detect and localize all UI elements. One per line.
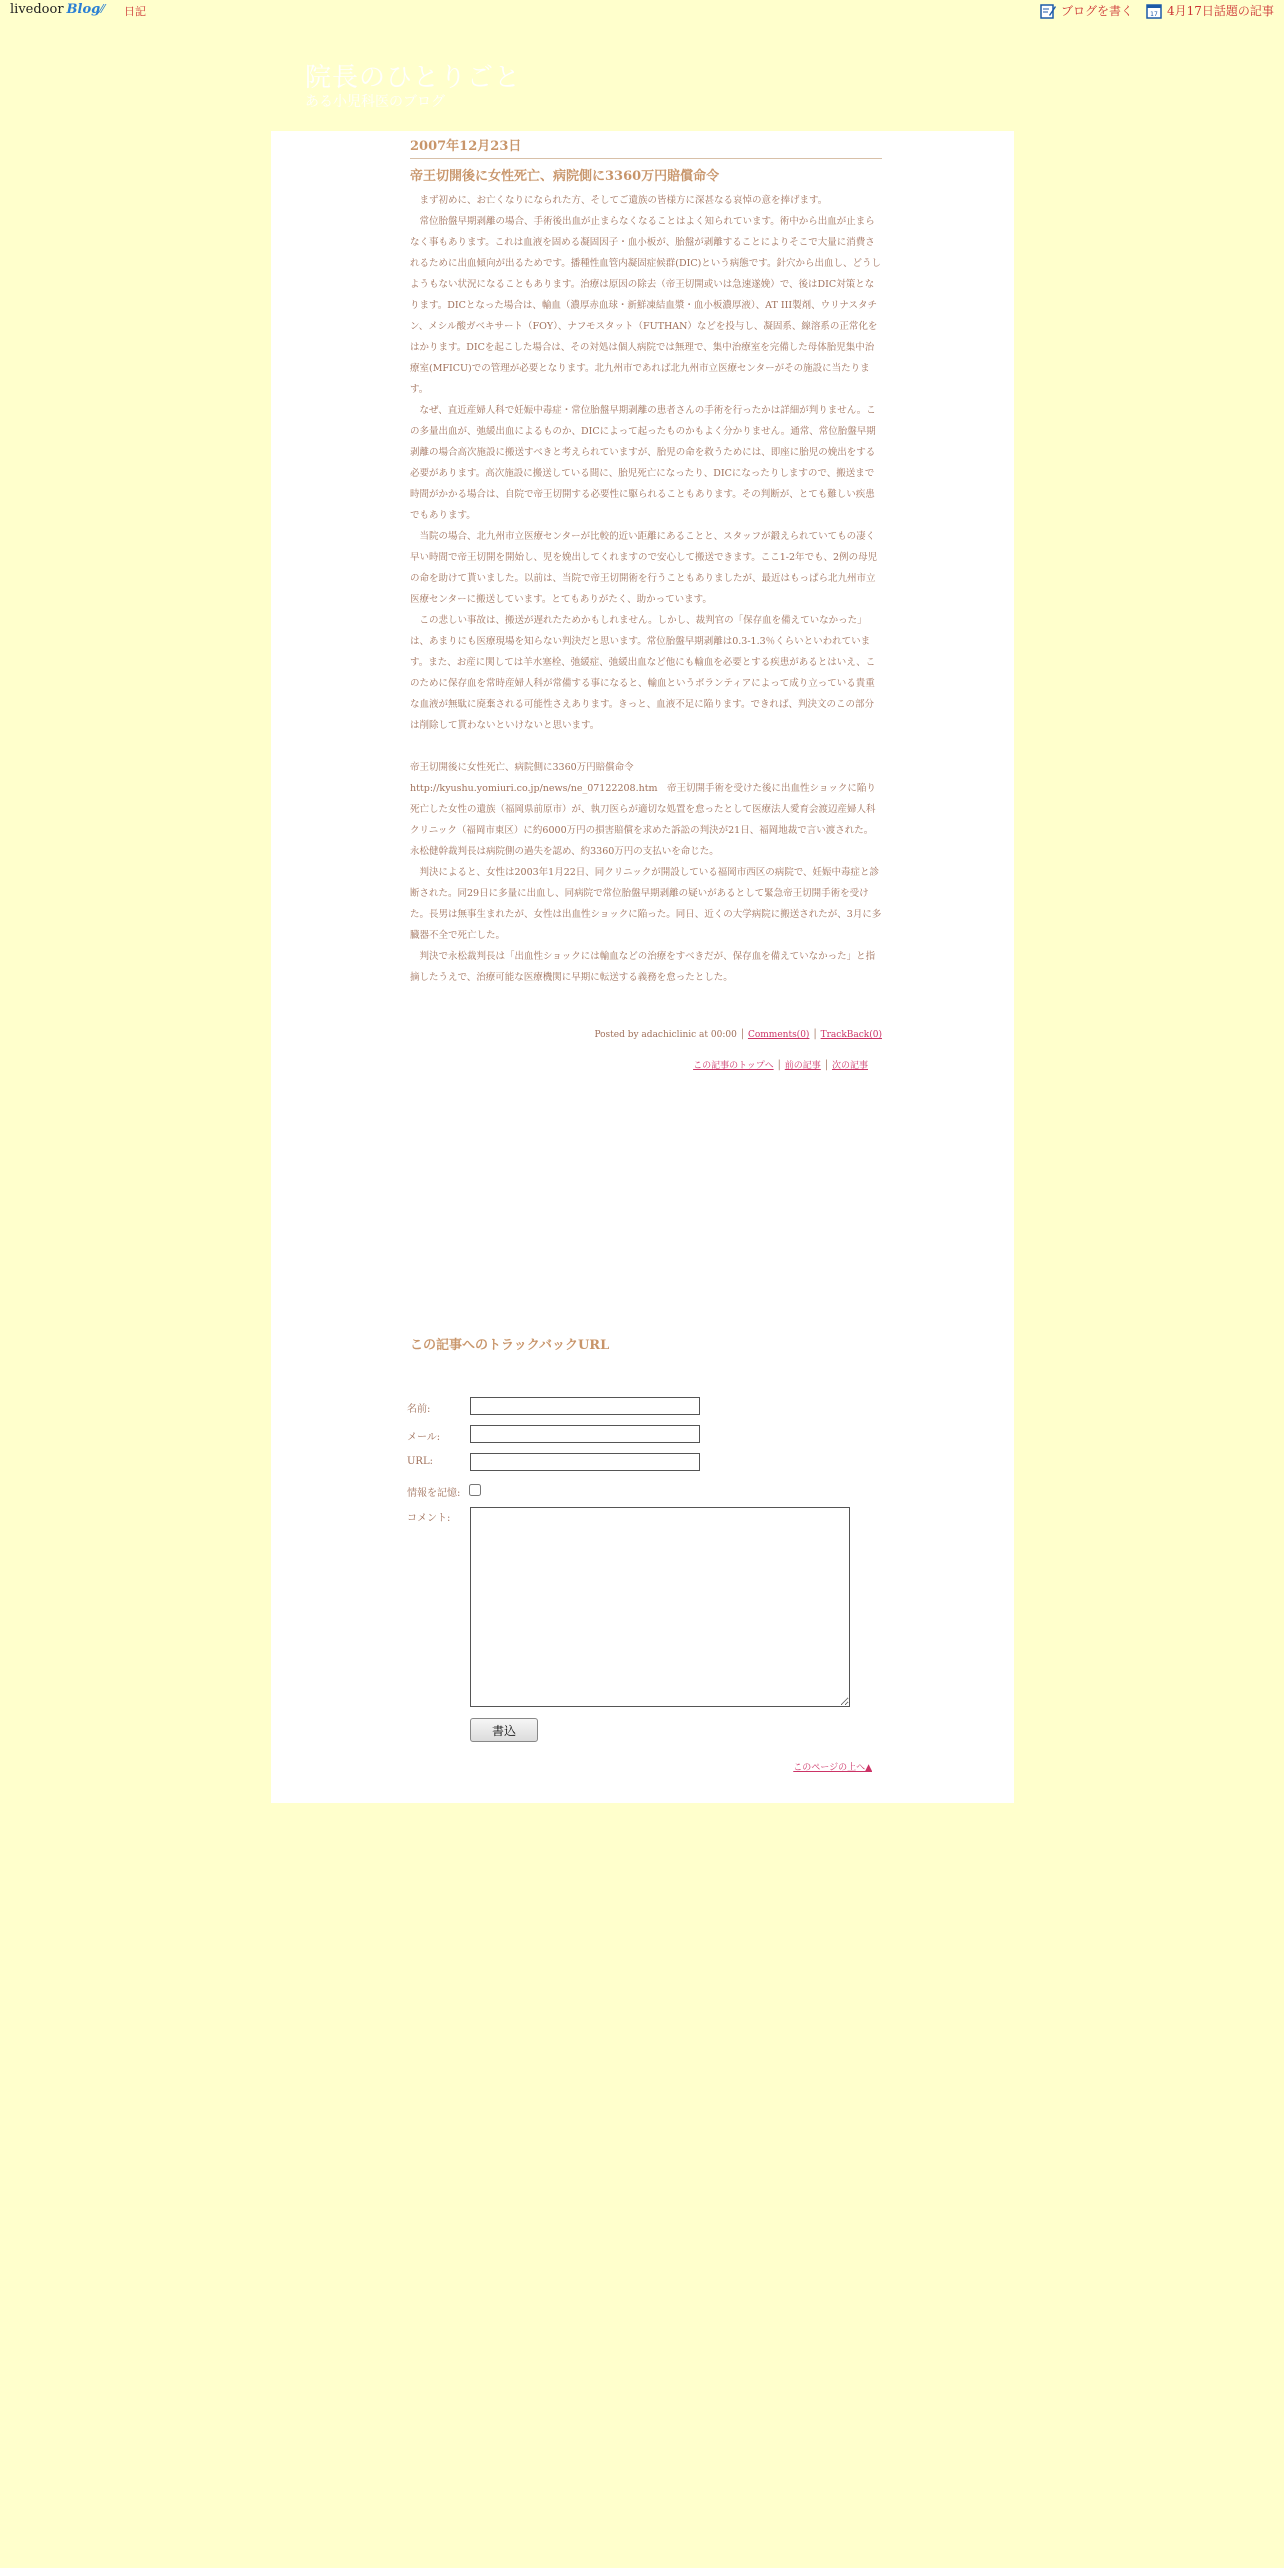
- post-paragraph: この悲しい事故は、搬送が遅れたためかもしれません。しかし、裁判官の「保存血を備えていなかった」は、あまりにも医療現場を知らない判決だと思います。常位胎盤早期剥離は0.3-1.3％くらいといわれています。また、お産に関しては羊水塞栓、弛緩症、弛緩出血など他にも輸血を必要とする疾患があるとはいえ、このために保存血を常時産婦人科が常備する事になると、輸血というボランティアによって成り立っている貴重な血液が無駄に廃棄される可能性さえあります。きっと、血液不足に陥ります。できれば、判決文のこの部分は削除して貰わないといけないと思います。: [410, 615, 876, 731]
- next-article-link[interactable]: 次の記事: [831, 1061, 868, 1071]
- url-label: URL:: [407, 1456, 433, 1467]
- posted-by: Posted by adachiclinic at 00:00 │: [594, 1030, 746, 1040]
- comments-link[interactable]: Comments(0): [747, 1030, 810, 1040]
- post-body: [410, 190, 882, 988]
- article-top-link[interactable]: この記事のトップへ: [693, 1061, 774, 1071]
- post-title: 帝王切開後に女性死亡、病院側に3360万円賠償命令: [410, 169, 720, 184]
- post-paragraph: 判決で永松裁判長は「出血性ショックには輸血などの治療をすべきだが、保存血を備えていなかった」と指摘したうえで、治療可能な医療機関に早期に転送する義務を怠ったとした。: [410, 951, 876, 983]
- topic-articles-link[interactable]: [1146, 2, 1274, 19]
- blog-title[interactable]: 院長のひとりごと: [305, 63, 522, 93]
- logo-text: livedoor: [10, 2, 64, 17]
- swoosh-icon: ⁄⁄: [100, 2, 105, 16]
- remember-checkbox[interactable]: [469, 1484, 481, 1496]
- post-date: 2007年12月23日: [410, 135, 882, 159]
- submit-button[interactable]: 書込: [470, 1718, 538, 1742]
- post-paragraph: http://kyushu.yomiuri.co.jp/news/ne_07122208.htm 帝王切開手術を受けた後に出血性ショックに陥り死亡した女性の遺族（福岡県前原市）が、執刀医らが適切な処置を怠ったとして医療法人愛育会渡辺産婦人科クリニック（福岡市東区）に約6000万円の損害賠償を求めた訴訟の判決が21日、福岡地裁で言い渡された。永松健幹裁判長は病院側の過失を認め、約3360万円の支払いを命じた。: [410, 783, 876, 857]
- page-top-container: [410, 1760, 872, 1773]
- prev-article-link[interactable]: 前の記事: [784, 1061, 821, 1071]
- remember-label: 情報を記憶:: [407, 1488, 461, 1499]
- post-paragraph: 判決によると、女性は2003年1月22日、同クリニックが開設している福岡市西区の病院で、妊娠中毒症と診断された。同29日に多量に出血し、同病院で常位胎盤早期剥離の疑いがあるとして緊急帝王切開手術を受けた。長男は無事生まれたが、女性は出血性ショックに陥った。同日、近くの大学病院に搬送されたが、3月に多臓器不全で死亡した。: [410, 867, 882, 941]
- post-paragraph: まず初めに、お亡くなりになられた方、そしてご遺族の皆様方に深甚なる哀悼の意を捧げます。: [419, 195, 828, 206]
- comment-label: コメント:: [407, 1513, 451, 1524]
- post-paragraph: なぜ、直近産婦人科で妊娠中毒症・常位胎盤早期剥離の患者さんの手術を行ったかは詳細が判りません。この多量出血が、弛緩出血によるものか、DICによって起ったものかもよく分かりません。通常、常位胎盤早期剥離の場合高次施設に搬送すべきと考えられていますが、胎児の命を救うためには、即座に胎児の娩出をする必要があります。高次施設に搬送している間に、胎児死亡になったり、DICになったりしますので、搬送まで時間がかかる場合は、自院で帝王切開する必要性に駆られることもあります。その判断が、とても難しい疾患でもあります。: [410, 405, 876, 521]
- separator: │: [776, 1061, 782, 1071]
- name-label: 名前:: [407, 1404, 431, 1415]
- livedoor-blog-logo[interactable]: [10, 2, 104, 17]
- url-field[interactable]: [470, 1453, 700, 1471]
- trackback-url-heading: この記事へのトラックバックURL: [410, 1338, 610, 1353]
- page-top-link[interactable]: このページの上へ▲: [793, 1763, 872, 1773]
- pencil-memo-icon: [1040, 3, 1056, 19]
- post-paragraph: 帝王切開後に女性死亡、病院側に3360万円賠償命令: [410, 762, 634, 773]
- comment-textarea[interactable]: [470, 1507, 850, 1707]
- svg-text:17: 17: [1150, 10, 1158, 18]
- separator: │: [812, 1030, 818, 1040]
- name-field[interactable]: [470, 1397, 700, 1415]
- post-paragraph: 当院の場合、北九州市立医療センターが比較的近い距離にあることと、スタッフが鍛えられていてもの凄く早い時間で帝王切開を開始し、児を娩出してくれますので安心して搬送できます。ここ1-2年でも、2例の母児の命を助けて貰いました。以前は、当院で帝王切開術を行うこともありましたが、最近はもっぱら北九州市立医療センターに搬送しています。とてもありがたく、助かっています。: [410, 531, 878, 605]
- calendar-icon: [1146, 3, 1162, 19]
- post-footer: [410, 1030, 882, 1040]
- trackback-link[interactable]: TrackBack(0): [820, 1030, 882, 1040]
- write-blog-label: ブログを書く: [1061, 4, 1134, 18]
- write-blog-link[interactable]: [1040, 2, 1133, 19]
- logo-blog-text: Blog: [66, 2, 101, 17]
- post-paragraph: 常位胎盤早期剥離の場合、手術後出血が止まらなくなることはよく知られています。術中から出血が止まらなく事もあります。これは血液を固める凝固因子・血小板が、胎盤が剥離することによりそこで大量に消費されるために出血傾向が出るためです。播種性血管内凝固症候群(DIC)という病態です。針穴から出血し、どうしようもない状況になることもあります。治療は原因の除去（帝王切開或いは急速遂娩）で、後はDIC対策となります。DICとなった場合は、輸血（濃厚赤血球・新鮮凍結血漿・血小板濃厚液）、AT III製剤、ウリナスタチン、メシル酸ガベキサート（FOY）、ナフモスタット（FUTHAN）などを投与し、凝固系、線溶系の正常化をはかります。DICを起こした場合は、その対処は個人病院では無理で、集中治療室を完備した母体胎児集中治療室(MFICU)での管理が必要となります。北九州市であれば北九州市立医療センターがその施設に当たります。: [410, 216, 882, 395]
- topic-articles-label: 4月17日話題の記事: [1167, 4, 1274, 18]
- separator: │: [823, 1061, 830, 1071]
- blog-subtitle: ある小児科医のブログ: [305, 94, 445, 110]
- post-navigation: [410, 1058, 868, 1071]
- top-bar: [0, 0, 1284, 22]
- mail-label: メール:: [407, 1432, 441, 1443]
- mail-field[interactable]: [470, 1425, 700, 1443]
- nikki-link[interactable]: 日記: [124, 5, 146, 18]
- spacer: [410, 736, 882, 757]
